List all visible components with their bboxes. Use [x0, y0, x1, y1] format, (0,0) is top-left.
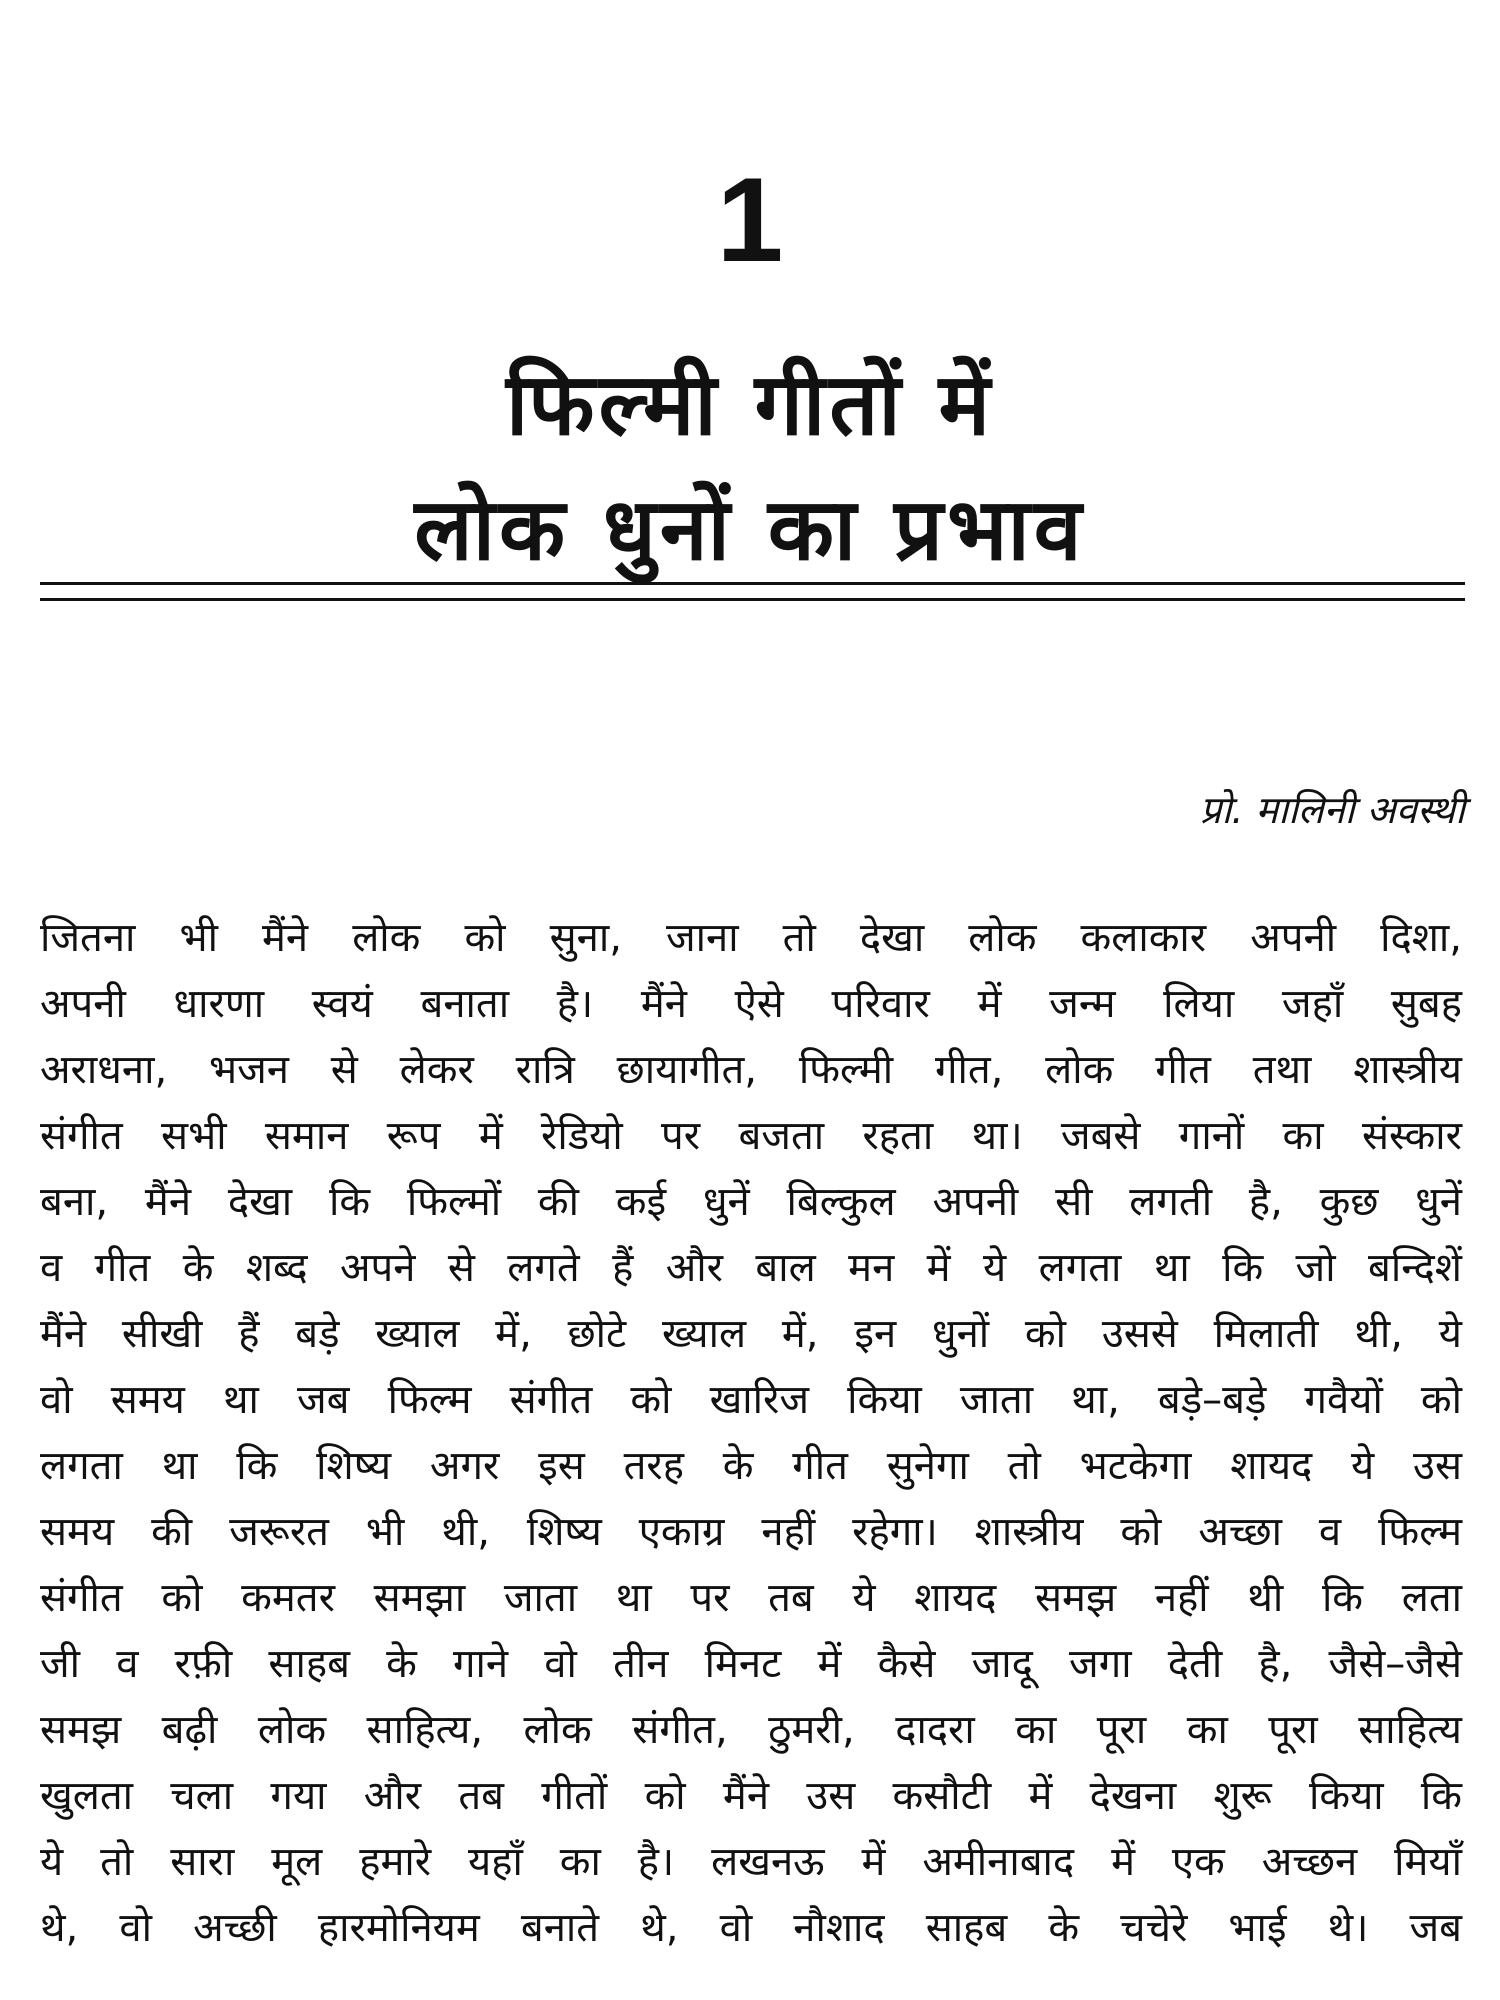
body-line: व गीत के शब्द अपने से लगते हैं और बाल मन में ये लगता था कि जो बन्दिशें: [40, 1245, 1462, 1291]
chapter-title-line-1: फिल्मी गीतों में: [506, 355, 994, 455]
title-divider-bottom: [40, 598, 1465, 601]
body-line: समय की जरूरत भी थी, शिष्य एकाग्र नहीं रहेगा। शास्त्रीय को अच्छा व फिल्म: [40, 1509, 1462, 1555]
author-byline: प्रो. मालिनी अवस्थी: [1199, 788, 1465, 832]
body-line: समझ बढ़ी लोक साहित्य, लोक संगीत, ठुमरी, दादरा का पूरा का पूरा साहित्य: [40, 1707, 1462, 1753]
body-line: वो समय था जब फिल्म संगीत को खारिज किया जाता था, बड़े–बड़े गवैयों को: [40, 1377, 1462, 1423]
body-line: जी व रफ़ी साहब के गाने वो तीन मिनट में कैसे जादू जगा देती है, जैसे–जैसे: [40, 1641, 1462, 1687]
body-line: ये तो सारा मूल हमारे यहाँ का है। लखनऊ में अमीनाबाद में एक अच्छन मियाँ: [40, 1839, 1462, 1885]
chapter-number: 1: [716, 153, 784, 287]
body-line: थे, वो अच्छी हारमोनियम बनाते थे, वो नौशाद साहब के चचेरे भाई थे। जब: [40, 1905, 1462, 1951]
body-line: बना, मैंने देखा कि फिल्मों की कई धुनें बिल्कुल अपनी सी लगती है, कुछ धुनें: [40, 1179, 1462, 1225]
body-line: अराधना, भजन से लेकर रात्रि छायागीत, फिल्मी गीत, लोक गीत तथा शास्त्रीय: [40, 1047, 1462, 1093]
body-line: जितना भी मैंने लोक को सुना, जाना तो देखा लोक कलाकार अपनी दिशा,: [40, 915, 1462, 961]
body-line: खुलता चला गया और तब गीतों को मैंने उस कसौटी में देखना शुरू किया कि: [40, 1773, 1462, 1819]
chapter-title-line-2: लोक धुनों का प्रभाव: [414, 480, 1086, 580]
body-line: लगता था कि शिष्य अगर इस तरह के गीत सुनेगा तो भटकेगा शायद ये उस: [40, 1443, 1462, 1489]
body-paragraph: [40, 905, 1462, 1961]
title-divider-top: [40, 582, 1465, 585]
body-line: अपनी धारणा स्वयं बनाता है। मैंने ऐसे परिवार में जन्म लिया जहाँ सुबह: [40, 981, 1462, 1027]
body-line: संगीत को कमतर समझा जाता था पर तब ये शायद समझ नहीं थी कि लता: [40, 1575, 1462, 1621]
body-line: संगीत सभी समान रूप में रेडियो पर बजता रहता था। जबसे गानों का संस्कार: [40, 1113, 1462, 1159]
body-line: मैंने सीखी हैं बड़े ख्याल में, छोटे ख्याल में, इन धुनों को उससे मिलाती थी, ये: [40, 1311, 1462, 1357]
